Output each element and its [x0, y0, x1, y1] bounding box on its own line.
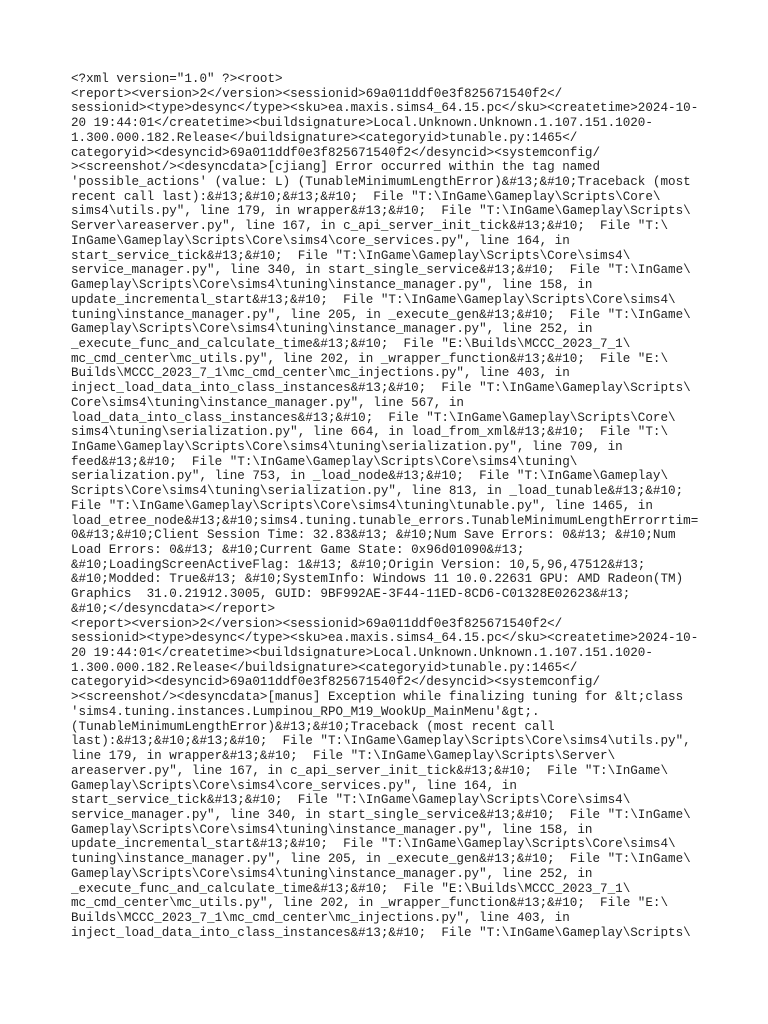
text-line: sessionid><type>desync</type><sku>ea.maxis.sims4_64.15.pc</sku><createtime>2024-10- — [71, 101, 699, 116]
text-line: Scripts\Core\sims4\tuning\serialization.py", line 813, in _load_tunable&#13;&#10; — [71, 484, 684, 499]
text-line: start_service_tick&#13;&#10; File "T:\InGame\Gameplay\Scripts\Core\sims4\ — [71, 248, 631, 263]
text-line: Gameplay\Scripts\Core\sims4\core_services.py", line 164, in — [71, 778, 517, 793]
text-line: Gameplay\Scripts\Core\sims4\tuning\instance_manager.py", line 252, in — [71, 866, 593, 881]
text-line: Gameplay\Scripts\Core\sims4\tuning\instance_manager.py", line 252, in — [71, 322, 593, 337]
text-line: last):&#13;&#10;&#13;&#10; File "T:\InGame\Gameplay\Scripts\Core\sims4\utils.py", — [71, 734, 691, 749]
text-line: Load Errors: 0&#13; &#10;Current Game State: 0x96d01090&#13; — [71, 543, 525, 557]
text-line: &#10;LoadingScreenActiveFlag: 1&#13; &#10;Origin Version: 10,5,96,47512&#13; — [71, 557, 646, 572]
text-line: inject_load_data_into_class_instances&#13;&#10; File "T:\InGame\Gameplay\Scripts\ — [71, 381, 691, 396]
text-line: sims4\tuning\serialization.py", line 664, in load_from_xml&#13;&#10; File "T:\ — [71, 425, 669, 440]
text-line: categoryid><desyncid>69a011ddf0e3f825671540f2</desyncid><systemconfig/ — [71, 145, 601, 160]
text-line: 0&#13;&#10;Client Session Time: 32.83&#13; &#10;Num Save Errors: 0&#13; &#10;Num — [71, 528, 676, 543]
text-line: line 179, in wrapper&#13;&#10; File "T:\InGame\Gameplay\Scripts\Server\ — [71, 749, 616, 764]
text-line: _execute_func_and_calculate_time&#13;&#10; File "E:\Builds\MCCC_2023_7_1\ — [71, 336, 631, 351]
text-line: Graphics 31.0.21912.3005, GUID: 9BF992AE-3F44-11ED-8CD6-C01328E02623&#13; — [71, 587, 631, 602]
text-line: 1.300.000.182.Release</buildsignature><categoryid>tunable.py:1465</ — [71, 660, 578, 675]
text-line: Gameplay\Scripts\Core\sims4\tuning\instance_manager.py", line 158, in — [71, 278, 593, 293]
log-text — [71, 72, 711, 940]
text-line: sims4\utils.py", line 179, in wrapper&#13;&#10; File "T:\InGame\Gameplay\Scripts\ — [71, 204, 691, 219]
text-line: 20 19:44:01</createtime><buildsignature>Local.Unknown.Unknown.1.107.151.1020- — [71, 116, 653, 131]
text-line: mc_cmd_center\mc_utils.py", line 202, in _wrapper_function&#13;&#10; File "E:\ — [71, 896, 669, 911]
text-line: Server\areaserver.py", line 167, in c_api_server_init_tick&#13;&#10; File "T:\ — [71, 219, 669, 234]
text-line: feed&#13;&#10; File "T:\InGame\Gameplay\Scripts\Core\sims4\tuning\ — [71, 454, 578, 469]
text-line: ><screenshot/><desyncdata>[manus] Exception while finalizing tuning for &lt;class — [71, 690, 684, 705]
text-line: Builds\MCCC_2023_7_1\mc_cmd_center\mc_injections.py", line 403, in — [71, 910, 570, 925]
text-line: &#10;Modded: True&#13; &#10;SystemInfo: Windows 11 10.0.22631 GPU: AMD Radeon(TM) — [71, 572, 684, 587]
text-line: recent call last):&#13;&#10;&#13;&#10; File "T:\InGame\Gameplay\Scripts\Core\ — [71, 189, 661, 204]
text-line: Gameplay\Scripts\Core\sims4\tuning\instance_manager.py", line 158, in — [71, 822, 593, 837]
text-line: inject_load_data_into_class_instances&#13;&#10; File "T:\InGame\Gameplay\Scripts\ — [71, 925, 691, 940]
text-line: load_data_into_class_instances&#13;&#10; File "T:\InGame\Gameplay\Scripts\Core\ — [71, 410, 676, 425]
text-line: 1.300.000.182.Release</buildsignature><categoryid>tunable.py:1465</ — [71, 130, 578, 145]
text-line: load_etree_node&#13;&#10;sims4.tuning.tunable_errors.TunableMinimumLengthErrorrtim= — [71, 513, 699, 528]
text-line: <?xml version="1.0" ?><root> — [71, 72, 283, 86]
text-line: 20 19:44:01</createtime><buildsignature>Local.Unknown.Unknown.1.107.151.1020- — [71, 646, 653, 661]
text-line: categoryid><desyncid>69a011ddf0e3f825671540f2</desyncid><systemconfig/ — [71, 675, 601, 690]
text-line: (TunableMinimumLengthError)&#13;&#10;Traceback (most recent call — [71, 719, 555, 734]
text-line: sessionid><type>desync</type><sku>ea.maxis.sims4_64.15.pc</sku><createtime>2024-10- — [71, 631, 699, 646]
text-line: update_incremental_start&#13;&#10; File "T:\InGame\Gameplay\Scripts\Core\sims4\ — [71, 292, 676, 307]
text-line: service_manager.py", line 340, in start_single_service&#13;&#10; File "T:\InGame\ — [71, 807, 691, 822]
text-line: Core\sims4\tuning\instance_manager.py", line 567, in — [71, 395, 464, 410]
text-line: &#10;</desyncdata></report> — [71, 601, 276, 616]
text-line: tuning\instance_manager.py", line 205, in _execute_gen&#13;&#10; File "T:\InGame\ — [71, 852, 691, 867]
text-line: 'sims4.tuning.instances.Lumpinou_RPO_M19_WookUp_MainMenu'&gt;. — [71, 704, 540, 719]
text-line: ><screenshot/><desyncdata>[cjiang] Error occurred within the tag named — [71, 160, 601, 175]
text-line: 'possible_actions' (value: L) (TunableMinimumLengthError)&#13;&#10;Traceback (most — [71, 175, 691, 190]
text-line: <report><version>2</version><sessionid>69a011ddf0e3f825671540f2</ — [71, 616, 563, 631]
text-line: InGame\Gameplay\Scripts\Core\sims4\tuning\serialization.py", line 709, in — [71, 439, 623, 454]
text-line: Builds\MCCC_2023_7_1\mc_cmd_center\mc_injections.py", line 403, in — [71, 366, 570, 381]
text-line: serialization.py", line 753, in _load_node&#13;&#10; File "T:\InGame\Gameplay\ — [71, 469, 669, 484]
text-line: File "T:\InGame\Gameplay\Scripts\Core\sims4\tuning\tunable.py", line 1465, in — [71, 498, 653, 513]
text-line: <report><version>2</version><sessionid>69a011ddf0e3f825671540f2</ — [71, 86, 563, 101]
text-line: start_service_tick&#13;&#10; File "T:\InGame\Gameplay\Scripts\Core\sims4\ — [71, 793, 631, 808]
text-line: _execute_func_and_calculate_time&#13;&#10; File "E:\Builds\MCCC_2023_7_1\ — [71, 881, 631, 896]
text-line: update_incremental_start&#13;&#10; File "T:\InGame\Gameplay\Scripts\Core\sims4\ — [71, 837, 676, 852]
text-line: InGame\Gameplay\Scripts\Core\sims4\core_services.py", line 164, in — [71, 233, 570, 248]
text-line: mc_cmd_center\mc_utils.py", line 202, in _wrapper_function&#13;&#10; File "E:\ — [71, 351, 669, 366]
text-line: service_manager.py", line 340, in start_single_service&#13;&#10; File "T:\InGame\ — [71, 263, 691, 278]
text-line: tuning\instance_manager.py", line 205, in _execute_gen&#13;&#10; File "T:\InGame\ — [71, 307, 691, 322]
text-line: areaserver.py", line 167, in c_api_server_init_tick&#13;&#10; File "T:\InGame\ — [71, 763, 669, 778]
